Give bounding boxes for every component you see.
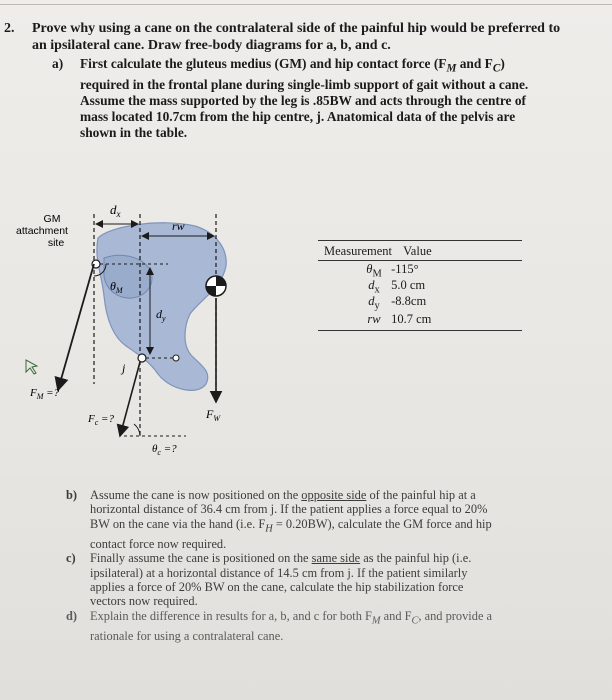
part-a-sub-m: M — [446, 62, 457, 75]
part-b-t2: horizontal distance of 36.4 cm from j. If the patient applies a force equal to 20% — [90, 502, 488, 517]
j-label: j — [122, 361, 126, 375]
fw-label: $F_W$ — [206, 407, 221, 423]
part-d-t1: Explain the difference in results for a, b, and c for both F — [90, 608, 372, 623]
part-b-t3: BW on the cane via the hand (i.e. F — [90, 516, 266, 531]
part-d-label: d) — [66, 608, 78, 623]
table-col-measurement: Measurement — [324, 244, 393, 258]
hip-secondary-point — [173, 355, 179, 361]
table-row — [360, 294, 426, 312]
question-line-1: Prove why using a cane on the contralateral side of the painful hip would be preferred to — [32, 21, 561, 36]
part-b-t4: contact force now required. — [90, 536, 227, 551]
gm-label: GM — [43, 213, 61, 225]
centre-of-mass-icon — [206, 276, 226, 296]
part-c-t4: vectors now required. — [90, 594, 198, 609]
question-2 — [4, 20, 608, 54]
part-b-t1b: of the painful hip at a — [366, 488, 476, 502]
part-a-line-3: Assume the mass supported by the leg is .85BW and acts through the centre of — [80, 93, 527, 109]
table-bottom-rule — [318, 330, 522, 331]
cursor-icon — [26, 360, 37, 374]
part-c-t1b: as the painful hip (i.e. — [360, 551, 472, 566]
row-subscript: x — [374, 284, 380, 296]
part-c-t2: ipsilateral) at a horizontal distance of 14.5 cm from j. If the patient similarly — [90, 565, 468, 580]
table-row — [360, 262, 419, 280]
part-c — [66, 551, 596, 609]
table-top-rule — [318, 240, 522, 241]
dx-label: $d_x$ — [110, 202, 121, 219]
part-a-and: and F — [456, 56, 493, 71]
part-a-label: a) — [52, 56, 64, 71]
theta-m-label: $\theta_M$ — [110, 279, 123, 295]
top-rule — [0, 4, 612, 5]
row-value: 5.0 cm — [391, 278, 426, 292]
part-b-t1: Assume the cane is now positioned on the — [90, 488, 302, 502]
question-line-2: an ipsilateral cane. Draw free-body diagrams for a, b, and c. — [32, 38, 391, 53]
table-header — [324, 244, 432, 259]
row-value: -8.8cm — [391, 294, 427, 308]
gm-attachment-label: attachment — [16, 225, 68, 237]
row-value: -115° — [391, 262, 419, 276]
part-c-t1: Finally assume the cane is positioned on the — [90, 551, 312, 566]
row-subscript: y — [374, 300, 380, 312]
table-row — [360, 278, 425, 296]
part-b-underlined: opposite side — [301, 488, 367, 502]
hip-centre-point — [138, 354, 146, 362]
theta-c-label: $\theta_c$ =? — [152, 443, 177, 457]
part-b-sub-h: H — [265, 523, 273, 535]
part-a-line-4: mass located 10.7cm from the hip centre, j. Anatomical data of the pelvis are — [80, 109, 516, 125]
row-subscript: M — [372, 268, 382, 280]
question-number: 2. — [4, 21, 15, 36]
fc-label: $F_c$ =? — [88, 413, 114, 427]
table-col-value: Value — [403, 244, 432, 258]
part-c-label: c) — [66, 551, 76, 566]
part-d-t2: rationale for using a contralateral cane. — [90, 628, 284, 643]
part-d-t1b: and F — [380, 608, 412, 623]
part-c-t3: applies a force of 20% BW on the cane, calculate the hip stabilization force — [90, 579, 464, 594]
part-b-t3b: = 0.20BW), calculate the GM force and hip — [272, 516, 492, 531]
part-d-sub-m: M — [371, 615, 381, 627]
part-a-close: ) — [500, 56, 505, 71]
part-d-t1c: , and provide a — [418, 608, 493, 623]
part-a-line-1: First calculate the gluteus medius (GM) and hip contact force (F — [80, 56, 447, 71]
parts-b-c-d — [66, 488, 596, 643]
row-value: 10.7 cm — [391, 312, 432, 326]
row-symbol: d — [368, 278, 375, 292]
part-c-underlined: same side — [311, 551, 361, 566]
part-a — [52, 56, 602, 142]
part-b-label: b) — [66, 488, 78, 502]
fm-label: $F_M$ =? — [30, 387, 60, 401]
table-header-rule — [318, 260, 522, 261]
part-a-sub-c: C — [492, 62, 501, 75]
row-symbol: rw — [367, 312, 381, 326]
part-b — [66, 488, 596, 551]
part-d-sub-c: C — [411, 615, 419, 627]
row-symbol: d — [368, 294, 375, 308]
part-d — [66, 609, 596, 643]
part-a-line-2: required in the frontal plane during single-limb support of gait without a cane. — [80, 76, 529, 92]
dy-label: $d_y$ — [156, 307, 166, 323]
fm-force-arrow — [58, 264, 94, 390]
part-a-line-5: shown in the table. — [80, 125, 188, 141]
row-symbol: θ — [366, 262, 373, 276]
gm-site-label: site — [47, 237, 65, 249]
rw-label: rw — [172, 219, 185, 233]
table-row — [360, 312, 431, 327]
theta-c-arc — [134, 424, 140, 436]
